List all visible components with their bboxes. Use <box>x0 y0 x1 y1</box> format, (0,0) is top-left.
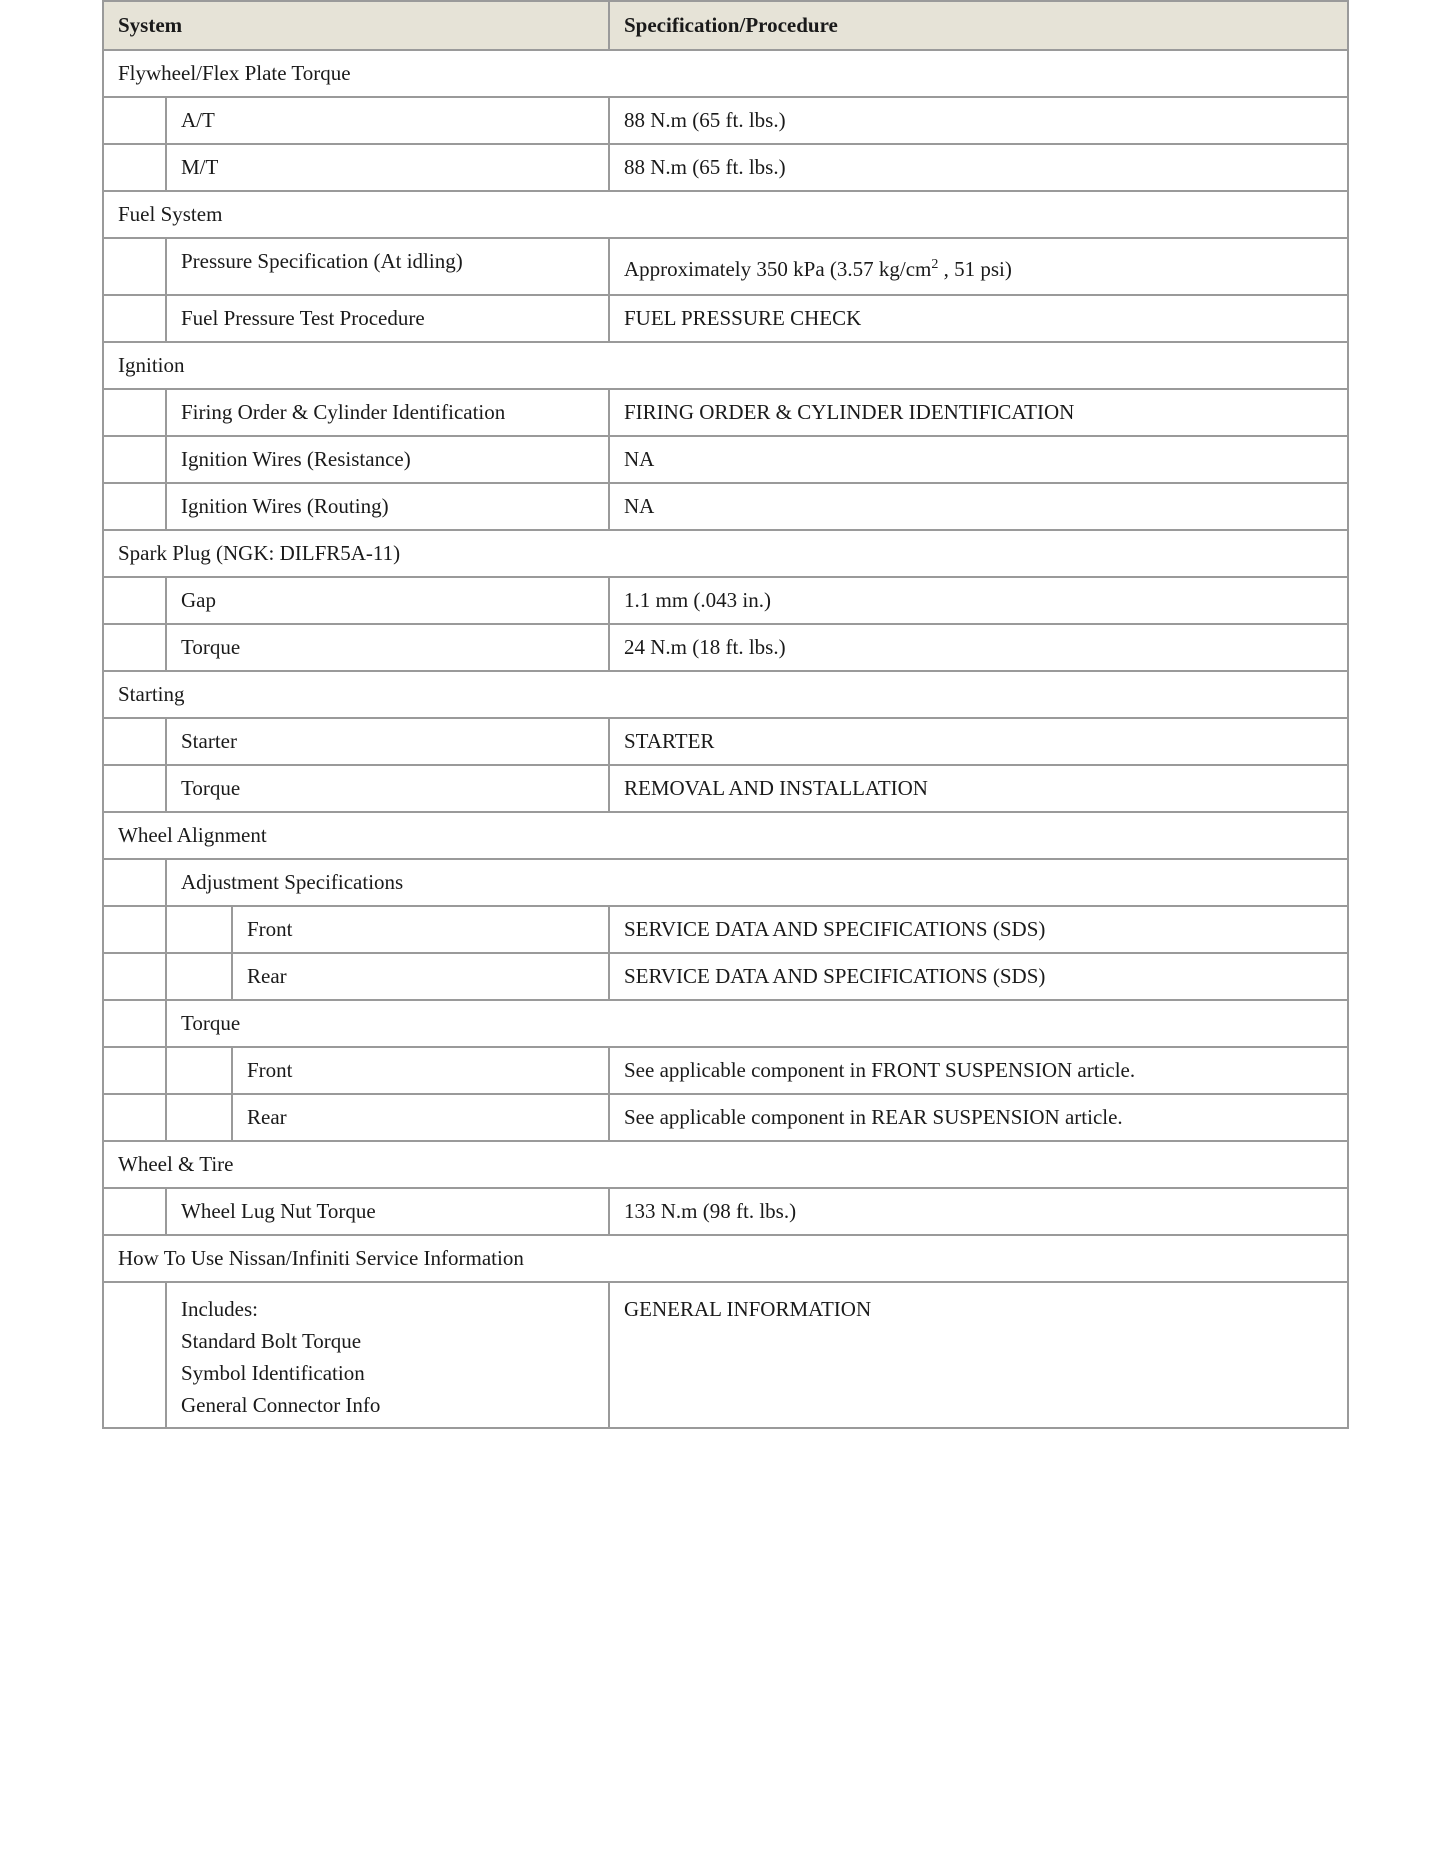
row-label: Firing Order & Cylinder Identification <box>166 389 609 436</box>
row-label: A/T <box>166 97 609 144</box>
row-label: Ignition Wires (Resistance) <box>166 436 609 483</box>
table-row <box>103 238 1348 295</box>
table-row <box>103 624 1348 671</box>
subsection-title: Torque <box>166 1000 1348 1047</box>
row-label: Rear <box>232 953 609 1000</box>
row-label: Gap <box>166 577 609 624</box>
section-title: Ignition <box>103 342 1348 389</box>
section-row <box>103 1235 1348 1282</box>
table-row <box>103 953 1348 1000</box>
table-row <box>103 144 1348 191</box>
table-row <box>103 1094 1348 1141</box>
table-row <box>103 389 1348 436</box>
row-value: SERVICE DATA AND SPECIFICATIONS (SDS) <box>609 953 1348 1000</box>
table-row <box>103 483 1348 530</box>
table-row <box>103 765 1348 812</box>
row-value <box>609 238 1348 295</box>
row-value: REMOVAL AND INSTALLATION <box>609 765 1348 812</box>
section-row <box>103 342 1348 389</box>
row-label: Front <box>232 906 609 953</box>
header-row <box>103 1 1348 50</box>
row-value: See applicable component in REAR SUSPENSION article. <box>609 1094 1348 1141</box>
section-row <box>103 812 1348 859</box>
value-text: , 51 psi) <box>938 257 1012 281</box>
value-text: Approximately 350 kPa (3.57 kg/cm <box>624 257 932 281</box>
row-value: FUEL PRESSURE CHECK <box>609 295 1348 342</box>
table-row <box>103 906 1348 953</box>
row-value: FIRING ORDER & CYLINDER IDENTIFICATION <box>609 389 1348 436</box>
subsection-title: Adjustment Specifications <box>166 859 1348 906</box>
header-system: System <box>103 1 609 50</box>
row-value: 88 N.m (65 ft. lbs.) <box>609 97 1348 144</box>
label-line: Includes: <box>181 1297 258 1321</box>
row-value: STARTER <box>609 718 1348 765</box>
value-superscript: 2 <box>931 257 939 272</box>
subsection-row <box>103 1000 1348 1047</box>
label-line: Standard Bolt Torque <box>181 1329 362 1353</box>
section-row <box>103 50 1348 97</box>
row-value <box>609 1282 1348 1428</box>
value-text: GENERAL INFORMATION <box>624 1297 872 1321</box>
spec-table <box>102 0 1349 1429</box>
section-title: Flywheel/Flex Plate Torque <box>103 50 1348 97</box>
section-row <box>103 530 1348 577</box>
section-row <box>103 671 1348 718</box>
row-value: 1.1 mm (.043 in.) <box>609 577 1348 624</box>
table-row <box>103 1047 1348 1094</box>
table-row <box>103 577 1348 624</box>
row-value: See applicable component in FRONT SUSPENSION article. <box>609 1047 1348 1094</box>
table-row <box>103 1188 1348 1235</box>
row-value: NA <box>609 436 1348 483</box>
row-value: 24 N.m (18 ft. lbs.) <box>609 624 1348 671</box>
table-row <box>103 718 1348 765</box>
row-value: SERVICE DATA AND SPECIFICATIONS (SDS) <box>609 906 1348 953</box>
section-title: How To Use Nissan/Infiniti Service Information <box>103 1235 1348 1282</box>
row-label: Ignition Wires (Routing) <box>166 483 609 530</box>
subsection-row <box>103 859 1348 906</box>
row-label: Fuel Pressure Test Procedure <box>166 295 609 342</box>
section-title: Spark Plug (NGK: DILFR5A-11) <box>103 530 1348 577</box>
table-row <box>103 295 1348 342</box>
header-spec: Specification/Procedure <box>609 1 1348 50</box>
label-line: General Connector Info <box>181 1393 381 1417</box>
row-label: Starter <box>166 718 609 765</box>
section-title: Starting <box>103 671 1348 718</box>
section-row <box>103 191 1348 238</box>
section-title: Fuel System <box>103 191 1348 238</box>
row-value: NA <box>609 483 1348 530</box>
table-row <box>103 1282 1348 1428</box>
row-value: 88 N.m (65 ft. lbs.) <box>609 144 1348 191</box>
row-label: Rear <box>232 1094 609 1141</box>
label-line: Symbol Identification <box>181 1361 365 1385</box>
row-label <box>166 1282 609 1428</box>
section-title: Wheel Alignment <box>103 812 1348 859</box>
row-label: Front <box>232 1047 609 1094</box>
row-label: M/T <box>166 144 609 191</box>
row-label: Torque <box>166 624 609 671</box>
row-label: Wheel Lug Nut Torque <box>166 1188 609 1235</box>
section-title: Wheel & Tire <box>103 1141 1348 1188</box>
row-label: Pressure Specification (At idling) <box>166 238 609 295</box>
row-value: 133 N.m (98 ft. lbs.) <box>609 1188 1348 1235</box>
section-row <box>103 1141 1348 1188</box>
table-row <box>103 436 1348 483</box>
table-row <box>103 97 1348 144</box>
row-label: Torque <box>166 765 609 812</box>
